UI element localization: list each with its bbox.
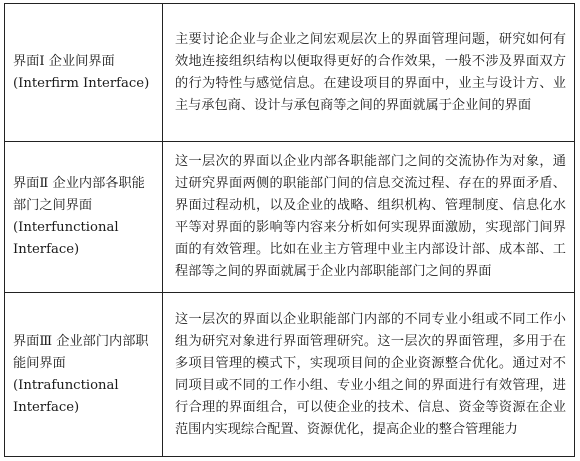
interface-level-name: 界面Ⅰ 企业间界面(Interfirm Interface) <box>5 4 163 142</box>
interface-level-name: 界面Ⅲ 企业部门内部职能间界面(Intrafunctional Interface) <box>5 293 163 457</box>
interface-level-description: 这一层次的界面以企业内部各职能部门之间的交流协作为对象，通过研究界面两侧的职能部门间的信息交流过程、存在的界面矛盾、界面过程动机，以及企业的战略、组织机构、管理制度、信息化水平等对界面的影响等内容来分析如何实现界面激励，实现部门间界面的有效管理。比如在业主方管理中业主内部设计部、成本部、工程部等之间的界面就属于企业内部职能部门之间的界面 <box>163 142 575 293</box>
interface-level-description: 这一层次的界面以企业职能部门内部的不同专业小组或不同工作小组为研究对象进行界面管理研究。这一层次的界面管理，多用于在多项目管理的模式下，实现项目间的企业资源整合优化。通过对不同项目或不同的工作小组、专业小组之间的界面进行有效管理，进行合理的界面组合，可以使企业的技术、信息、资金等资源在企业范围内实现综合配置、资源优化，提高企业的整合管理能力 <box>163 293 575 457</box>
interface-level-description: 主要讨论企业与企业之间宏观层次上的界面管理问题，研究如何有效地连接组织结构以便取得更好的合作效果，一般不涉及界面双方的行为特性与感觉信息。在建设项目的界面中，业主与设计方、业主与承包商、设计与承包商等之间的界面就属于企业间的界面 <box>163 4 575 142</box>
interface-level-name: 界面Ⅱ 企业内部各职能部门之间界面(Interfunctional Interface) <box>5 142 163 293</box>
table-row <box>5 4 575 142</box>
interface-levels-table <box>4 3 575 457</box>
table-row <box>5 142 575 293</box>
table-row <box>5 293 575 457</box>
